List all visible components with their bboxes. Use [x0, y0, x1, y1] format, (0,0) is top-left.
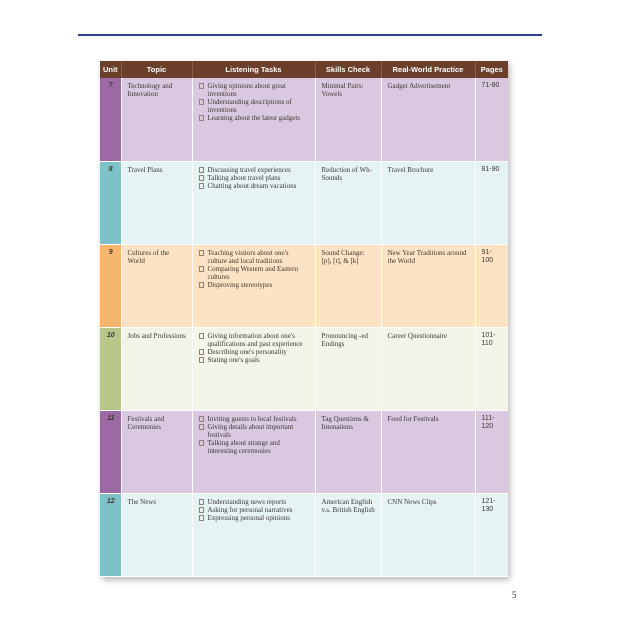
listening-tasks	[192, 410, 315, 493]
list-item	[199, 514, 310, 522]
task-text: Giving information about one's qualifications and past experience	[207, 331, 303, 348]
page-icon	[199, 499, 204, 505]
list-item	[199, 348, 310, 356]
task-text: Teaching visitors about one's culture and local traditions	[207, 248, 289, 265]
page-icon	[199, 507, 204, 513]
list-item	[199, 98, 310, 114]
real-world-practice: New Year Traditions around the World	[381, 244, 475, 327]
page-icon	[199, 416, 204, 422]
page-icon	[199, 440, 204, 446]
contents-table	[100, 61, 508, 577]
task-text: Chatting about dream vacations	[207, 181, 297, 190]
skills-check: Tag Questions & Intonations	[315, 410, 381, 493]
header-real-world-practice: Real-World Practice	[381, 61, 475, 78]
task-text: Expressing personal opinions	[207, 513, 290, 522]
listening-tasks	[192, 161, 315, 244]
real-world-practice: Travel Brochure	[381, 161, 475, 244]
task-text: Comparing Western and Eastern cultures	[207, 264, 298, 281]
pages: 101-110	[475, 327, 508, 410]
pages: 91-100	[475, 244, 508, 327]
skills-check: Sound Change: [p], [t], & [k]	[315, 244, 381, 327]
list-item	[199, 114, 310, 122]
task-text: Disproving stereotypes	[207, 280, 273, 289]
page-icon	[199, 115, 204, 121]
page-icon	[199, 282, 204, 288]
skills-check: Pronouncing -ed Endings	[315, 327, 381, 410]
real-world-practice: Career Questionnaire	[381, 327, 475, 410]
unit-number: 12	[100, 493, 121, 576]
list-item	[199, 506, 310, 514]
skills-check: American English v.s. British English	[315, 493, 381, 576]
header-listening-tasks: Listening Tasks	[192, 61, 315, 78]
page-icon	[199, 83, 204, 89]
page-icon	[199, 333, 204, 339]
task-text: Inviting guests to local festivals	[207, 414, 297, 423]
listening-tasks	[192, 244, 315, 327]
list-item	[199, 265, 310, 281]
task-text: Understanding news reports	[207, 497, 287, 506]
header-row	[100, 61, 508, 78]
real-world-practice: CNN News Clips	[381, 493, 475, 576]
table-row	[100, 327, 508, 410]
table-row	[100, 78, 508, 161]
pages: 71-80	[475, 78, 508, 161]
list-item	[199, 439, 310, 455]
page-icon	[199, 357, 204, 363]
list-item	[199, 332, 310, 348]
header-unit: Unit	[100, 61, 121, 78]
listening-tasks	[192, 78, 315, 161]
listening-tasks	[192, 493, 315, 576]
topic: Travel Plans	[121, 161, 192, 244]
list-item	[199, 498, 310, 506]
list-item	[199, 82, 310, 98]
task-text: Talking about travel plans	[207, 173, 281, 182]
unit-number: 9	[100, 244, 121, 327]
task-text: Giving opinions about great inventions	[207, 82, 286, 98]
header-pages: Pages	[475, 61, 508, 78]
list-item	[199, 415, 310, 423]
listening-tasks	[192, 327, 315, 410]
task-text: Discussing travel experiences	[207, 165, 291, 174]
page-icon	[199, 515, 204, 521]
list-item	[199, 356, 310, 364]
page-icon	[199, 349, 204, 355]
task-text: Learning about the latest gadgets	[207, 114, 301, 122]
page-icon	[199, 183, 204, 189]
pages: 121-130	[475, 493, 508, 576]
list-item	[199, 281, 310, 289]
task-text: Asking for personal narratives	[207, 505, 293, 514]
table-row	[100, 410, 508, 493]
list-item	[199, 182, 310, 190]
task-text: Understanding descriptions of inventions	[207, 98, 292, 114]
unit-number: 7	[100, 78, 121, 161]
header-skills-check: Skills Check	[315, 61, 381, 78]
list-item	[199, 423, 310, 439]
page-icon	[199, 250, 204, 256]
page-icon	[199, 266, 204, 272]
page-number: 5	[512, 590, 517, 600]
topic: Technology and Innovation	[121, 78, 192, 161]
topic: Jobs and Professions	[121, 327, 192, 410]
pages: 111-120	[475, 410, 508, 493]
topic: Cultures of the World	[121, 244, 192, 327]
page-icon	[199, 424, 204, 430]
unit-number: 8	[100, 161, 121, 244]
pages: 81-90	[475, 161, 508, 244]
page-icon	[199, 175, 204, 181]
topic: The News	[121, 493, 192, 576]
task-text: Stating one's goals	[207, 355, 260, 364]
topic: Festivals and Ceremonies	[121, 410, 192, 493]
list-item	[199, 166, 310, 174]
table-row	[100, 244, 508, 327]
real-world-practice: Food for Festivals	[381, 410, 475, 493]
task-text: Talking about strange and interesting ceremonies	[207, 438, 280, 455]
skills-check: Minimal Pairs: Vowels	[315, 78, 381, 161]
table-row	[100, 493, 508, 576]
table-row	[100, 161, 508, 244]
header-topic: Topic	[121, 61, 192, 78]
page-icon	[199, 167, 204, 173]
page-icon	[199, 99, 204, 105]
unit-number: 11	[100, 410, 121, 493]
skills-check: Reduction of Wh- Sounds	[315, 161, 381, 244]
task-text: Describing one's personality	[207, 347, 287, 356]
task-text: Giving details about important festivals	[207, 422, 294, 439]
list-item	[199, 174, 310, 182]
real-world-practice: Gadget Advertisement	[381, 78, 475, 161]
list-item	[199, 249, 310, 265]
unit-number: 10	[100, 327, 121, 410]
top-rule	[78, 34, 542, 36]
